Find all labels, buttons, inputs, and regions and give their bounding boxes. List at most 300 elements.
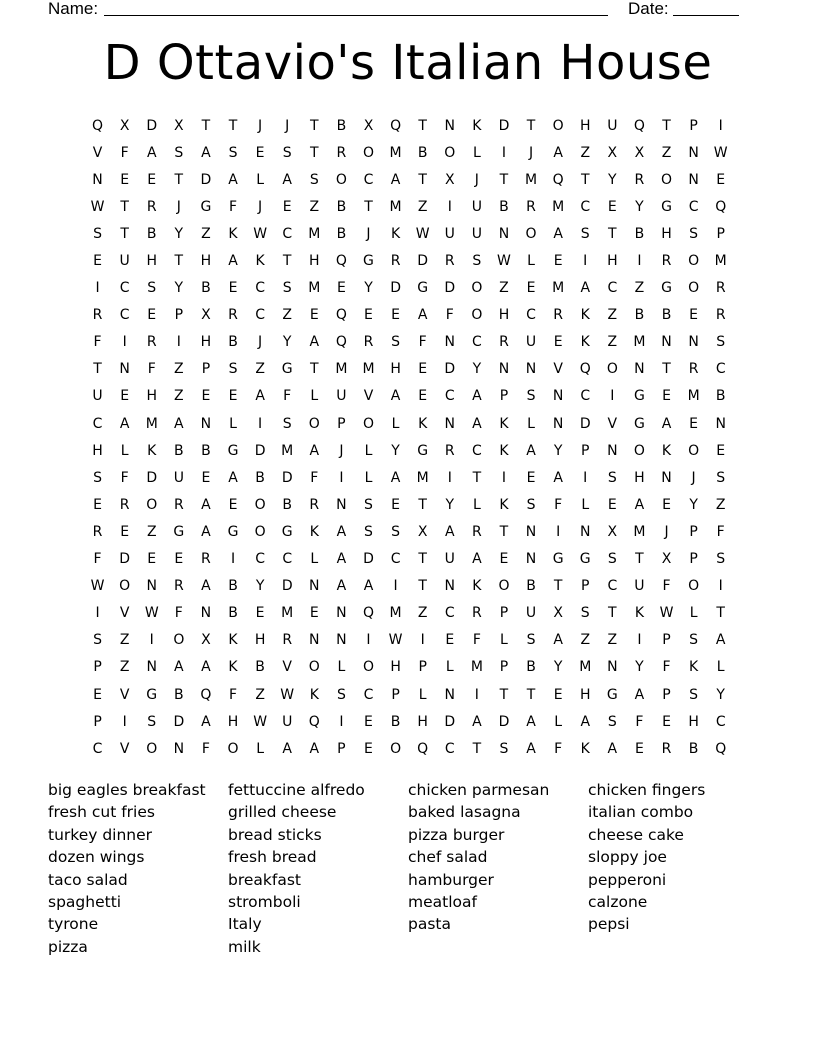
- grid-letter: A: [282, 740, 292, 757]
- grid-letter: I: [637, 632, 642, 649]
- grid-letter: L: [445, 659, 454, 676]
- grid-letter: U: [634, 578, 645, 595]
- grid-letter: R: [92, 523, 103, 540]
- grid-letter: C: [715, 713, 726, 730]
- grid-letter: D: [444, 280, 456, 297]
- grid-letter: I: [122, 334, 127, 351]
- grid-letter: P: [499, 388, 509, 405]
- grid-letter: E: [716, 171, 726, 188]
- grid-letter: N: [309, 632, 320, 649]
- word-list-item: calzone: [588, 893, 648, 912]
- grid-letter: K: [147, 442, 157, 459]
- grid-letter: J: [339, 442, 344, 459]
- grid-letter: F: [120, 469, 129, 486]
- grid-letter: E: [255, 144, 265, 161]
- word-list-item: pepperoni: [588, 870, 667, 889]
- grid-letter: B: [336, 225, 347, 242]
- grid-letter: Q: [552, 171, 564, 188]
- grid-letter: S: [336, 686, 346, 703]
- grid-letter: P: [337, 415, 346, 432]
- grid-letter: U: [525, 334, 537, 351]
- grid-letter: K: [580, 334, 590, 351]
- grid-letter: B: [228, 578, 238, 595]
- grid-letter: Z: [255, 686, 265, 703]
- grid-letter: N: [525, 523, 537, 540]
- grid-letter: N: [552, 388, 564, 405]
- grid-letter: N: [661, 334, 672, 351]
- grid-letter: A: [309, 740, 320, 757]
- grid-letter: T: [310, 144, 319, 161]
- grid-letter: Y: [635, 198, 644, 215]
- grid-letter: C: [607, 280, 618, 297]
- grid-letter: S: [282, 144, 292, 161]
- grid-letter: A: [472, 713, 482, 730]
- grid-letter: N: [200, 415, 212, 432]
- word-column: [48, 779, 228, 958]
- grid-letter: L: [689, 605, 698, 622]
- grid-letter: Z: [119, 659, 130, 676]
- grid-letter: E: [201, 388, 211, 405]
- grid-letter: R: [471, 605, 482, 622]
- grid-letter: L: [500, 632, 508, 649]
- grid-letter: T: [201, 117, 211, 134]
- grid-letter: M: [633, 523, 646, 540]
- grid-letter: N: [146, 659, 157, 676]
- grid-letter: O: [688, 442, 700, 459]
- word-column: [588, 779, 768, 958]
- grid-letter: A: [363, 578, 374, 595]
- grid-letter: I: [149, 632, 154, 649]
- grid-letter: K: [228, 659, 238, 676]
- word-list: [48, 779, 768, 958]
- grid-letter: O: [688, 280, 700, 297]
- grid-letter: Y: [391, 442, 400, 459]
- grid-letter: Z: [309, 198, 320, 215]
- grid-letter: J: [528, 144, 534, 161]
- grid-letter: P: [689, 117, 698, 134]
- grid-letter: M: [714, 253, 727, 270]
- grid-letter: Z: [607, 334, 618, 351]
- grid-letter: I: [556, 523, 561, 540]
- grid-letter: I: [420, 632, 425, 649]
- grid-letter: A: [580, 713, 591, 730]
- grid-letter: Z: [607, 307, 618, 324]
- grid-letter: L: [418, 686, 427, 703]
- grid-letter: E: [634, 740, 644, 757]
- grid-letter: I: [637, 253, 642, 270]
- grid-letter: T: [418, 578, 427, 595]
- grid-letter: V: [119, 740, 130, 757]
- grid-letter: I: [583, 469, 588, 486]
- grid-letter: T: [635, 551, 644, 568]
- word-list-item: fresh bread: [228, 848, 317, 867]
- grid-letter: M: [687, 388, 700, 405]
- grid-letter: R: [146, 198, 157, 215]
- grid-letter: M: [389, 198, 402, 215]
- grid-letter: T: [120, 198, 129, 215]
- grid-letter: R: [715, 307, 726, 324]
- grid-letter: R: [553, 307, 563, 324]
- word-list-item: italian combo: [588, 803, 694, 822]
- grid-letter: I: [474, 686, 479, 703]
- grid-letter: W: [90, 578, 105, 595]
- grid-letter: R: [444, 253, 455, 270]
- grid-letter: S: [228, 144, 238, 161]
- grid-letter: J: [176, 198, 181, 215]
- grid-letter: E: [147, 171, 157, 188]
- grid-letter: N: [607, 659, 618, 676]
- grid-letter: A: [174, 659, 184, 676]
- grid-letter: E: [553, 253, 563, 270]
- grid-letter: A: [661, 415, 672, 432]
- grid-letter: M: [633, 334, 646, 351]
- name-field[interactable]: [104, 15, 608, 16]
- grid-letter: D: [173, 713, 185, 730]
- grid-letter: W: [497, 253, 511, 270]
- grid-letter: A: [553, 225, 563, 242]
- word-list-item: sloppy joe: [588, 848, 667, 867]
- grid-letter: W: [415, 225, 430, 242]
- grid-letter: M: [579, 659, 592, 676]
- grid-letter: R: [228, 307, 238, 324]
- grid-letter: Z: [580, 632, 591, 649]
- grid-letter: B: [201, 442, 211, 459]
- grid-letter: T: [608, 605, 617, 622]
- grid-letter: M: [470, 659, 483, 676]
- grid-letter: H: [661, 225, 672, 242]
- grid-letter: F: [662, 578, 671, 595]
- grid-letter: Z: [661, 144, 672, 161]
- grid-letter: A: [472, 388, 482, 405]
- grid-letter: A: [201, 659, 211, 676]
- grid-letter: K: [499, 415, 509, 432]
- grid-letter: C: [92, 740, 103, 757]
- word-list-item: bread sticks: [228, 825, 322, 844]
- grid-letter: E: [364, 307, 373, 324]
- word-list-item: spaghetti: [48, 893, 122, 912]
- grid-letter: E: [418, 388, 428, 405]
- grid-letter: G: [417, 442, 429, 459]
- grid-letter: E: [607, 198, 617, 215]
- grid-letter: H: [579, 117, 591, 134]
- grid-letter: B: [526, 578, 536, 595]
- grid-letter: O: [688, 253, 700, 270]
- grid-letter: H: [607, 253, 618, 270]
- grid-letter: P: [581, 442, 590, 459]
- grid-letter: Q: [715, 198, 727, 215]
- grid-letter: Y: [445, 496, 455, 513]
- grid-letter: A: [472, 415, 482, 432]
- grid-letter: A: [336, 523, 347, 540]
- grid-letter: J: [258, 117, 263, 134]
- grid-letter: C: [119, 307, 130, 324]
- date-label: Date:: [628, 0, 669, 18]
- word-list-item: pizza: [48, 937, 88, 956]
- grid-letter: O: [498, 578, 510, 595]
- grid-letter: F: [120, 144, 129, 161]
- grid-letter: P: [581, 578, 590, 595]
- grid-letter: S: [93, 469, 102, 486]
- grid-letter: N: [119, 361, 130, 378]
- grid-letter: T: [228, 117, 238, 134]
- grid-letter: C: [119, 280, 130, 297]
- grid-letter: Y: [689, 496, 698, 513]
- grid-letter: A: [553, 632, 563, 649]
- grid-letter: M: [281, 442, 294, 459]
- grid-letter: C: [688, 198, 699, 215]
- grid-letter: N: [444, 334, 455, 351]
- grid-letter: B: [661, 307, 672, 324]
- grid-letter: F: [310, 469, 319, 486]
- grid-letter: C: [363, 171, 374, 188]
- grid-letter: K: [228, 632, 238, 649]
- grid-letter: S: [499, 740, 509, 757]
- grid-letter: K: [472, 578, 482, 595]
- grid-letter: T: [418, 117, 427, 134]
- grid-letter: S: [391, 334, 401, 351]
- grid-letter: H: [309, 253, 320, 270]
- grid-letter: D: [200, 171, 212, 188]
- grid-letter: A: [390, 469, 401, 486]
- grid-letter: K: [309, 523, 319, 540]
- word-list-item: pizza burger: [408, 825, 505, 844]
- grid-letter: K: [499, 442, 509, 459]
- grid-letter: R: [201, 551, 211, 568]
- word-list-item: big eagles breakfast: [48, 781, 206, 799]
- grid-letter: B: [634, 307, 645, 324]
- grid-letter: W: [659, 605, 674, 622]
- grid-letter: D: [281, 469, 293, 486]
- grid-letter: C: [444, 388, 455, 405]
- grid-letter: E: [93, 686, 102, 703]
- word-list-item: tyrone: [48, 915, 99, 934]
- grid-letter: N: [552, 415, 564, 432]
- grid-letter: O: [335, 171, 347, 188]
- grid-letter: I: [501, 144, 507, 161]
- grid-letter: H: [390, 361, 401, 378]
- grid-letter: I: [122, 713, 127, 730]
- grid-letter: T: [662, 361, 671, 378]
- grid-letter: B: [336, 198, 347, 215]
- grid-letter: Y: [716, 686, 725, 703]
- grid-letter: O: [362, 659, 374, 676]
- grid-letter: O: [552, 117, 564, 134]
- grid-letter: J: [258, 198, 263, 215]
- grid-letter: B: [282, 496, 292, 513]
- grid-letter: I: [501, 469, 507, 486]
- grid-letter: A: [119, 415, 130, 432]
- grid-letter: F: [418, 334, 427, 351]
- grid-letter: F: [228, 686, 238, 703]
- grid-letter: A: [228, 469, 238, 486]
- grid-letter: Z: [174, 361, 184, 378]
- word-list-item: taco salad: [48, 870, 128, 889]
- grid-letter: C: [471, 334, 482, 351]
- grid-letter: O: [254, 523, 266, 540]
- grid-letter: Z: [174, 388, 184, 405]
- grid-letter: P: [391, 686, 400, 703]
- grid-letter: C: [580, 388, 591, 405]
- grid-letter: O: [471, 307, 483, 324]
- grid-letter: Q: [715, 740, 727, 757]
- grid-letter: Q: [362, 605, 374, 622]
- grid-letter: L: [337, 659, 346, 676]
- grid-letter: D: [417, 253, 429, 270]
- grid-letter: F: [228, 198, 238, 215]
- grid-letter: G: [227, 442, 239, 459]
- grid-letter: O: [661, 171, 673, 188]
- grid-letter: E: [716, 442, 726, 459]
- grid-letter: B: [390, 713, 401, 730]
- grid-letter: X: [201, 632, 211, 649]
- word-list-item: meatloaf: [408, 893, 477, 912]
- grid-letter: O: [362, 415, 374, 432]
- word-list-item: chicken fingers: [588, 781, 706, 799]
- grid-letter: N: [715, 415, 726, 432]
- grid-letter: S: [526, 632, 536, 649]
- grid-letter: P: [716, 225, 725, 242]
- grid-letter: U: [444, 225, 455, 242]
- grid-letter: K: [689, 659, 699, 676]
- grid-letter: C: [444, 740, 455, 757]
- word-list-item: pepsi: [588, 915, 630, 934]
- grid-letter: O: [471, 280, 483, 297]
- grid-letter: R: [173, 496, 184, 513]
- grid-letter: K: [634, 605, 645, 622]
- grid-letter: I: [95, 280, 100, 297]
- grid-letter: L: [716, 659, 725, 676]
- grid-letter: N: [579, 523, 591, 540]
- grid-letter: A: [444, 523, 455, 540]
- grid-letter: G: [200, 198, 212, 215]
- grid-letter: H: [417, 713, 428, 730]
- grid-letter: F: [716, 523, 725, 540]
- grid-letter: S: [689, 632, 699, 649]
- grid-letter: X: [363, 117, 374, 134]
- grid-letter: D: [444, 713, 456, 730]
- grid-letter: E: [391, 307, 400, 324]
- grid-letter: N: [336, 605, 347, 622]
- grid-letter: T: [120, 225, 129, 242]
- grid-letter: B: [228, 334, 238, 351]
- grid-letter: A: [417, 307, 428, 324]
- grid-letter: R: [119, 496, 130, 513]
- grid-letter: G: [363, 253, 374, 270]
- grid-letter: K: [390, 225, 401, 242]
- word-list-item: milk: [228, 937, 261, 956]
- grid-letter: Y: [255, 578, 265, 595]
- grid-letter: E: [662, 496, 671, 513]
- grid-letter: K: [580, 740, 590, 757]
- grid-letter: Z: [634, 280, 645, 297]
- grid-letter: L: [472, 144, 481, 161]
- grid-letter: A: [526, 442, 536, 459]
- grid-letter: V: [119, 605, 130, 622]
- grid-letter: K: [255, 253, 265, 270]
- grid-letter: S: [716, 469, 726, 486]
- grid-letter: A: [472, 551, 482, 568]
- grid-letter: S: [174, 144, 184, 161]
- grid-letter: L: [120, 442, 129, 459]
- grid-letter: E: [391, 496, 400, 513]
- grid-letter: S: [93, 632, 102, 649]
- grid-letter: W: [144, 605, 159, 622]
- word-column: [408, 779, 588, 958]
- grid-letter: G: [633, 388, 645, 405]
- grid-letter: N: [200, 605, 212, 622]
- grid-letter: Z: [146, 523, 157, 540]
- grid-letter: I: [718, 578, 723, 595]
- grid-letter: Z: [417, 198, 428, 215]
- grid-letter: B: [228, 605, 238, 622]
- grid-letter: P: [201, 361, 211, 378]
- grid-letter: I: [95, 605, 100, 622]
- grid-letter: I: [718, 117, 723, 134]
- grid-letter: T: [580, 171, 590, 188]
- grid-letter: S: [607, 469, 617, 486]
- grid-letter: T: [472, 469, 482, 486]
- grid-letter: F: [174, 605, 183, 622]
- grid-letter: X: [201, 307, 211, 324]
- grid-letter: T: [716, 605, 725, 622]
- grid-letter: B: [417, 144, 428, 161]
- grid-letter: U: [471, 225, 482, 242]
- grid-letter: N: [173, 740, 185, 757]
- header: [48, 0, 748, 20]
- grid-letter: A: [715, 632, 726, 649]
- grid-letter: Z: [255, 361, 265, 378]
- grid-letter: B: [499, 198, 509, 215]
- grid-letter: C: [92, 415, 103, 432]
- grid-letter: S: [228, 361, 238, 378]
- grid-letter: V: [92, 144, 103, 161]
- grid-letter: P: [337, 740, 346, 757]
- grid-letter: L: [527, 415, 535, 432]
- grid-letter: N: [444, 117, 455, 134]
- grid-letter: B: [688, 740, 699, 757]
- grid-letter: S: [282, 280, 292, 297]
- grid-letter: E: [228, 388, 238, 405]
- grid-letter: S: [93, 225, 102, 242]
- grid-letter: V: [553, 361, 563, 378]
- grid-letter: I: [339, 713, 344, 730]
- grid-letter: W: [713, 144, 728, 161]
- grid-letter: G: [606, 686, 618, 703]
- grid-letter: A: [634, 496, 645, 513]
- grid-letter: P: [93, 659, 102, 676]
- grid-letter: R: [661, 253, 672, 270]
- grid-letter: E: [255, 605, 265, 622]
- grid-letter: O: [444, 144, 456, 161]
- grid-letter: C: [526, 307, 536, 324]
- grid-letter: C: [715, 361, 726, 378]
- grid-letter: C: [255, 551, 265, 568]
- date-field[interactable]: [673, 15, 739, 16]
- grid-letter: G: [552, 551, 564, 568]
- grid-letter: S: [607, 713, 617, 730]
- grid-letter: O: [362, 144, 374, 161]
- grid-letter: I: [447, 469, 452, 486]
- grid-letter: K: [472, 117, 482, 134]
- grid-letter: Y: [608, 171, 617, 188]
- grid-letter: Q: [335, 253, 347, 270]
- grid-letter: L: [391, 415, 400, 432]
- grid-letter: E: [147, 307, 157, 324]
- grid-letter: G: [417, 280, 429, 297]
- grid-letter: T: [93, 361, 102, 378]
- grid-letter: T: [499, 171, 509, 188]
- grid-letter: N: [688, 171, 699, 188]
